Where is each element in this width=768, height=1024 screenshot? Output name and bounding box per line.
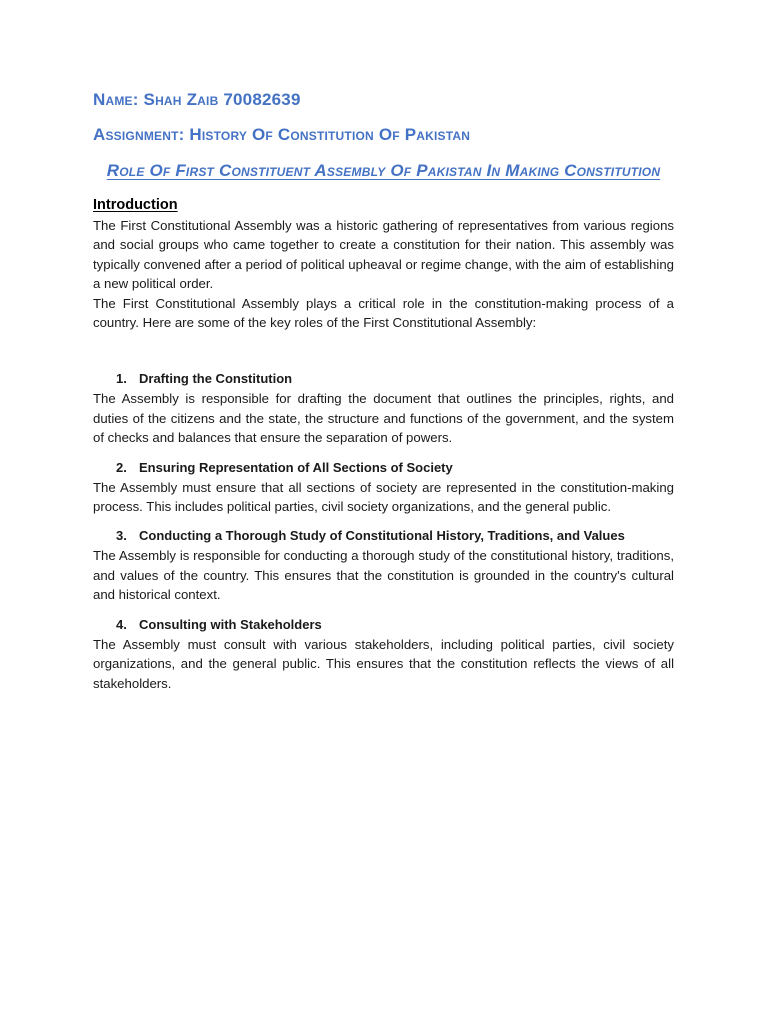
- section-title-3: Conducting a Thorough Study of Constitutional History, Traditions, and Values: [139, 528, 625, 544]
- intro-paragraph-2: The First Constitutional Assembly plays a critical role in the constitution-making process of a country. Here are some of the key roles of the First Constitutional Assembly:: [93, 295, 674, 331]
- introduction-heading: Introduction: [93, 197, 178, 213]
- section-number-1: 1.: [116, 371, 127, 387]
- section-text-2: The Assembly must ensure that all sections of society are represented in the constitution-making process. This includes political parties, civil society organizations, and the general public.: [93, 479, 674, 515]
- section-number-3: 3.: [116, 528, 127, 544]
- section-heading-4: [93, 615, 674, 635]
- section-heading-2: [93, 458, 674, 478]
- section-heading-1: [93, 369, 674, 389]
- section-text-4: The Assembly must consult with various stakeholders, including political parties, civil society organizations, and the general public. This ensures that the constitution reflects the views of all stakeholders.: [93, 636, 674, 691]
- intro-paragraph-1: The First Constitutional Assembly was a historic gathering of representatives from various regions and social groups who came together to create a constitution for their nation. This assembly was typically convened after a period of political upheaval or regime change, with the aim of establishing a new political order.: [93, 218, 674, 292]
- student-name-heading: Name: Shah Zaib 70082639: [93, 90, 301, 109]
- section-text-1: The Assembly is responsible for drafting the document that outlines the principles, rights, and duties of the citizens and the state, the structure and functions of the government, and the system of checks and balances that ensure the separation of powers.: [93, 391, 674, 446]
- section-number-4: 4.: [116, 616, 127, 632]
- section-title-2: Ensuring Representation of All Sections of Society: [139, 459, 453, 475]
- section-text-3: The Assembly is responsible for conducting a thorough study of the constitutional history, traditions, and values of the country. This ensures that the constitution is grounded in the country's cultural and historical context.: [93, 548, 674, 603]
- section-title-4: Consulting with Stakeholders: [139, 616, 322, 632]
- section-number-2: 2.: [116, 459, 127, 475]
- document-title: Role Of First Constituent Assembly Of Pakistan In Making Constitution: [106, 161, 661, 180]
- section-heading-3: [93, 526, 674, 546]
- assignment-heading: Assignment: History Of Constitution Of Pakistan: [93, 125, 471, 144]
- section-title-1: Drafting the Constitution: [139, 371, 293, 387]
